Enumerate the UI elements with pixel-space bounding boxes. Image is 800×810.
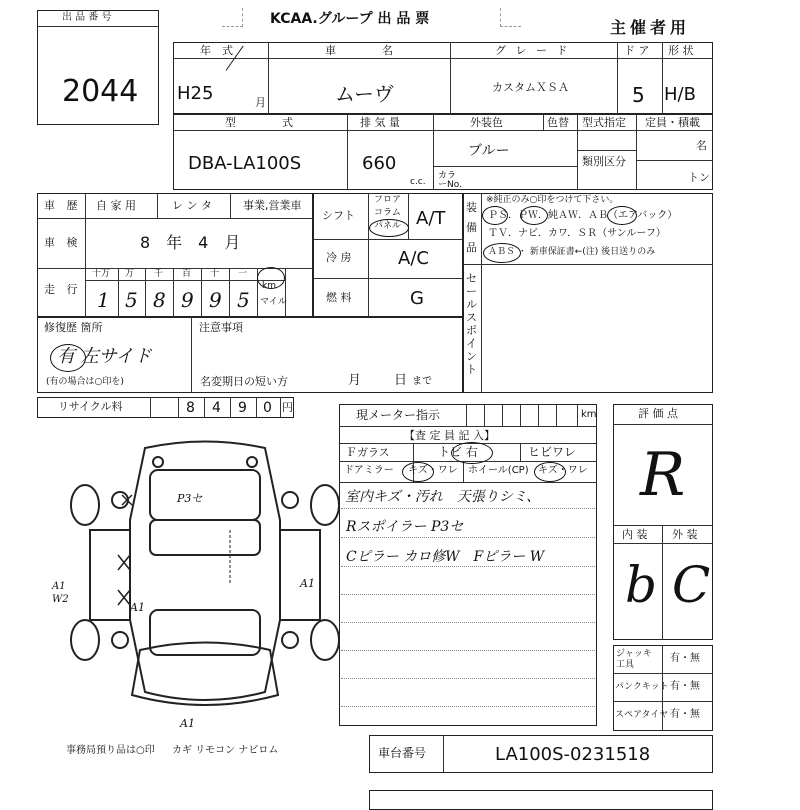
recycle-digit: 9 (238, 400, 247, 416)
inspection-label: 車 検 (44, 236, 82, 249)
jack-label: ジャッキ工具 (616, 649, 652, 670)
month-suffix: 月 (255, 96, 266, 109)
category-label: 類別区分 (582, 155, 626, 168)
mileage-digit: 5 (125, 288, 138, 312)
inspector-comment: Rスポイラー P3セ (346, 519, 464, 535)
color-no-label: カラーNo. (438, 171, 462, 190)
diagram-mark: A1 (180, 717, 195, 730)
office-items: カギ リモコン ナビロム (172, 745, 279, 756)
recycle-digit: 0 (263, 400, 272, 416)
equipment-label: 装 備 品 (466, 201, 477, 254)
repair-label: 修復歴 箇所 (44, 321, 103, 334)
ab-circle (607, 206, 637, 225)
recycle-unit: 円 (282, 401, 293, 414)
sales-point-label: セールスポイント (466, 272, 477, 376)
meter-unit: km (581, 409, 597, 420)
digit-label-100: 百 (182, 269, 192, 279)
shift-option-panel: パネル (374, 221, 402, 231)
year-label: 年 式 (200, 44, 233, 57)
digit-label-1: 一 (238, 269, 248, 279)
wheel-circle (534, 462, 566, 482)
equipment-note: ※純正のみ○印をつけて下さい。 (486, 195, 619, 205)
bottom-box (369, 790, 713, 810)
history-label: 車 歴 (44, 199, 82, 212)
exterior-label: 外 装 (672, 528, 698, 541)
model-label: 型 式 (225, 116, 301, 129)
puncture-kit-value: 有・無 (670, 681, 700, 692)
wheel-options: キズ・ワレ (538, 465, 588, 476)
displacement-value: 660 (362, 153, 397, 174)
recycle-digit: 4 (212, 400, 221, 416)
grade-exterior: C (672, 556, 711, 614)
car-diagram (40, 430, 370, 740)
shape-value: H/B (664, 84, 696, 105)
interior-label: 内 装 (622, 528, 648, 541)
inspection-value: 8 年 4 月 (140, 233, 241, 252)
shift-option-column: コラム (374, 208, 401, 218)
door-value: 5 (632, 83, 645, 107)
mileage-digit: 9 (209, 288, 222, 312)
short-period-label: 名変期日の短い方 (200, 375, 288, 388)
capacity-label: 定員・積載 (645, 116, 700, 129)
repair-yes-circle (50, 344, 86, 372)
ac-label: 冷 房 (326, 251, 352, 264)
corner-mark (222, 8, 243, 27)
shift-option-floor: フロア (374, 195, 402, 205)
panel-circle (369, 219, 409, 237)
repair-footnote: (有の場合は○印を) (46, 377, 124, 387)
fuel-label: 燃 料 (326, 291, 352, 304)
history-option-rental: レ ン タ (172, 199, 212, 212)
notes-month: 月 (348, 373, 362, 388)
role-label: 主催者用 (610, 18, 691, 37)
org-title: KCAA.グループ 出 品 票 (270, 11, 430, 27)
ps-circle (482, 206, 508, 225)
digit-label-1k: 千 (154, 269, 164, 279)
grade-label: 評 価 点 (638, 407, 678, 420)
notes-label: 注意事項 (199, 321, 243, 334)
equipment-row-1: ＰＳ．ＰＷ．純ＡＷ．ＡＢ（エアバック） (488, 210, 678, 221)
grade-overall: R (640, 440, 686, 510)
diagram-mark: P3セ (177, 492, 203, 505)
shift-value: A/T (416, 208, 446, 229)
meter-label: 現メーター指示 (356, 408, 441, 422)
mileage-digit: 9 (181, 288, 194, 312)
capacity-ton-unit: トン (688, 171, 710, 184)
grade-interior: b (625, 556, 658, 614)
mirror-circle (402, 462, 434, 482)
fuel-value: G (410, 288, 424, 309)
cc-unit: c.c. (410, 177, 426, 187)
ac-value: A/C (398, 248, 429, 269)
color-change-label: 色替 (547, 116, 569, 129)
inspector-comment: Cピラー カロ修W Fピラー W (346, 549, 545, 565)
office-label: 事務局預り品は○印 (66, 745, 155, 756)
jack-value: 有・無 (670, 653, 700, 664)
abs-circle (483, 243, 521, 263)
notes-until: まで (412, 376, 432, 387)
mileage-label: 走 行 (44, 283, 82, 296)
digit-label-10k: 万 (125, 269, 135, 279)
chassis-value: LA100S-0231518 (495, 744, 651, 765)
wheel-label: ホイール(CP) (468, 465, 529, 476)
color-label: 外装色 (470, 116, 503, 129)
shift-label: シフト (322, 209, 355, 222)
mirror-label: ドアミラー (344, 465, 394, 476)
color-value: ブルー (468, 143, 510, 159)
history-option-business: 事業,営業車 (243, 199, 302, 212)
diagram-mark: A1 (300, 577, 315, 590)
car-name-label: 車 名 (325, 44, 401, 57)
digit-label-100k: 十万 (92, 269, 111, 279)
unit-mile: マイル (260, 297, 287, 307)
door-label: ド ア (624, 44, 650, 57)
spare-tire-label: スペアタイヤ (615, 710, 669, 720)
pw-circle (520, 206, 548, 225)
spare-tire-value: 有・無 (670, 709, 700, 720)
glass-crack: ヒビワレ (528, 445, 577, 459)
diagram-mark: A1 (130, 601, 145, 614)
model-value: DBA-LA100S (188, 153, 302, 174)
grade-value: カスタムＸＳＡ (492, 81, 569, 94)
lot-number: 2044 (62, 74, 139, 109)
car-name-value: ムーヴ (335, 82, 394, 106)
diagram-mark: A1 W2 (52, 581, 69, 605)
inspector-label: 【査 定 員 記 入】 (404, 429, 495, 442)
mirror-options: キズ・ワレ (408, 465, 458, 476)
equipment-row-3: ＡＢＳ ・ 新車保証書←(注) 後日送りのみ (488, 247, 656, 257)
recycle-label: リサイクル料 (58, 400, 123, 413)
glass-label: Ｆガラス (346, 446, 390, 459)
puncture-kit-label: パンクキット (615, 682, 669, 692)
glass-circle (451, 442, 493, 464)
lot-label: 出 品 番 号 (62, 12, 112, 23)
mileage-digit: 5 (237, 288, 250, 312)
repair-value: 有 左サイド (57, 346, 152, 367)
recycle-digit: 8 (186, 400, 195, 416)
capacity-person-unit: 名 (696, 139, 707, 152)
unit-km: km (262, 281, 276, 291)
shape-label: 形 状 (668, 44, 694, 57)
mileage-digit: 1 (97, 288, 110, 312)
glass-options: トビ 右 (438, 445, 478, 459)
inspector-comment: 室内キズ・汚れ 天張りシミ、 (345, 489, 541, 505)
grade-label: グ レ ー ド (495, 44, 571, 57)
year-value: H25 (177, 83, 214, 104)
km-circle (257, 267, 285, 289)
displacement-label: 排 気 量 (360, 116, 400, 129)
chassis-label: 車台番号 (378, 746, 427, 760)
type-designation-label: 型式指定 (582, 116, 626, 129)
digit-label-10: 十 (210, 269, 220, 279)
notes-day: 日 (394, 373, 408, 388)
equipment-row-2: ＴＶ．ナビ．カワ．ＳＲ（サンルーフ） (488, 228, 666, 239)
mileage-digit: 8 (153, 288, 166, 312)
history-option-private: 自 家 用 (96, 199, 136, 212)
corner-mark (500, 8, 521, 27)
